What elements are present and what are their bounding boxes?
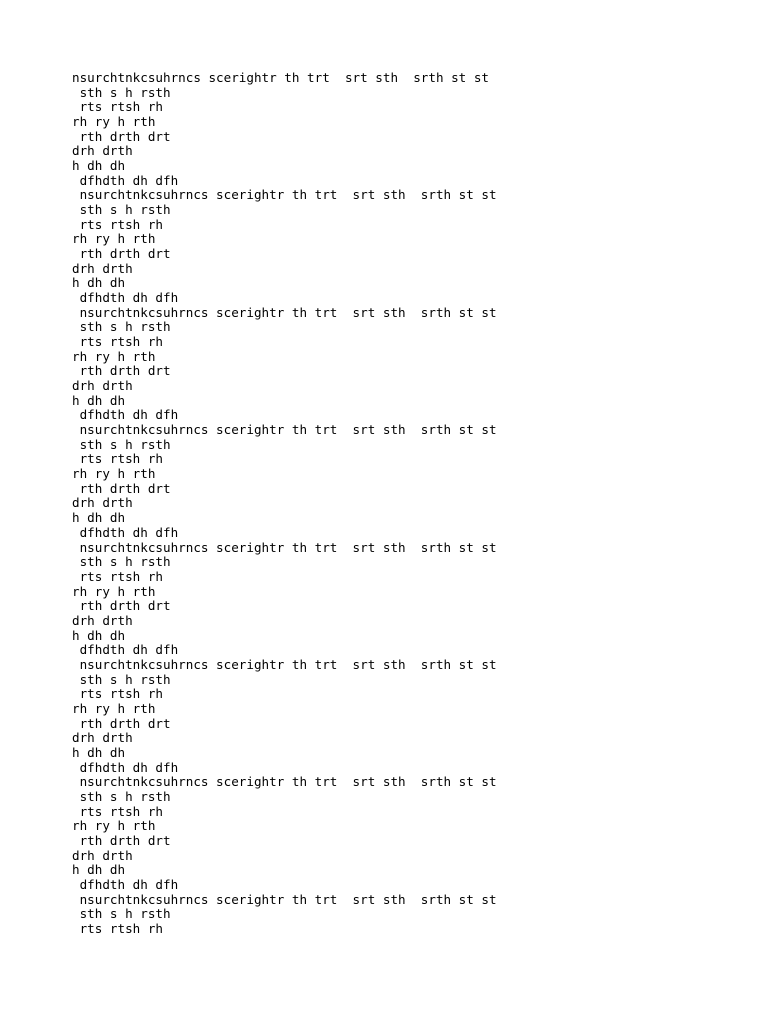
text-line: rth drth drt bbox=[72, 832, 171, 848]
text-line: nsurchtnkcsuhrncs scerightr th trt srt sth srth st st bbox=[72, 539, 497, 555]
text-line: nsurchtnkcsuhrncs scerightr th trt srt sth srth st st bbox=[72, 774, 497, 790]
text-line: h dh dh bbox=[72, 510, 126, 526]
text-line: rts rtsh rh bbox=[72, 803, 163, 819]
text-line: dfhdth dh dfh bbox=[72, 876, 179, 892]
text-line: rh ry h rth bbox=[72, 700, 156, 716]
text-line: h dh dh bbox=[72, 862, 126, 878]
text-line: nsurchtnkcsuhrncs scerightr th trt srt sth srth st st bbox=[72, 187, 497, 203]
text-line: sth s h rsth bbox=[72, 554, 171, 570]
text-line: dfhdth dh dfh bbox=[72, 172, 179, 188]
text-line: dfhdth dh dfh bbox=[72, 642, 179, 658]
text-line: nsurchtnkcsuhrncs scerightr th trt srt sth srth st st bbox=[72, 891, 497, 907]
text-line: drh drth bbox=[72, 847, 133, 863]
text-line: drh drth bbox=[72, 143, 133, 159]
text-line: rth drth drt bbox=[72, 128, 171, 144]
text-line: dfhdth dh dfh bbox=[72, 407, 179, 423]
text-line: sth s h rsth bbox=[72, 202, 171, 218]
text-line: h dh dh bbox=[72, 275, 126, 291]
text-line: sth s h rsth bbox=[72, 84, 171, 100]
text-line: sth s h rsth bbox=[72, 436, 171, 452]
text-line: rts rtsh rh bbox=[72, 686, 163, 702]
text-line: drh drth bbox=[72, 612, 133, 628]
text-line: nsurchtnkcsuhrncs scerightr th trt srt sth srth st st bbox=[72, 304, 497, 320]
text-line: rh ry h rth bbox=[72, 818, 156, 834]
text-line: drh drth bbox=[72, 730, 133, 746]
text-line: rth drth drt bbox=[72, 246, 171, 262]
text-line: rh ry h rth bbox=[72, 231, 156, 247]
text-line: rts rtsh rh bbox=[72, 568, 163, 584]
text-line: drh drth bbox=[72, 260, 133, 276]
text-line: h dh dh bbox=[72, 158, 126, 174]
text-line: rh ry h rth bbox=[72, 348, 156, 364]
text-line: nsurchtnkcsuhrncs scerightr th trt srt sth srth st st bbox=[72, 656, 497, 672]
text-line: rts rtsh rh bbox=[72, 451, 163, 467]
text-line: sth s h rsth bbox=[72, 319, 171, 335]
text-line: dfhdth dh dfh bbox=[72, 290, 179, 306]
text-line: rth drth drt bbox=[72, 715, 171, 731]
text-line: rts rtsh rh bbox=[72, 99, 163, 115]
text-line: dfhdth dh dfh bbox=[72, 759, 179, 775]
text-line: h dh dh bbox=[72, 744, 126, 760]
text-line: sth s h rsth bbox=[72, 906, 171, 922]
text-line: nsurchtnkcsuhrncs scerightr th trt srt sth srth st st bbox=[72, 70, 490, 85]
text-line: rts rtsh rh bbox=[72, 920, 163, 936]
text-line: rth drth drt bbox=[72, 363, 171, 379]
text-line: rth drth drt bbox=[72, 598, 171, 614]
text-line: h dh dh bbox=[72, 392, 126, 408]
text-line: h dh dh bbox=[72, 627, 126, 643]
text-line: sth s h rsth bbox=[72, 671, 171, 687]
text-line: rh ry h rth bbox=[72, 466, 156, 482]
text-line: sth s h rsth bbox=[72, 788, 171, 804]
text-line: nsurchtnkcsuhrncs scerightr th trt srt sth srth st st bbox=[72, 422, 497, 438]
document-page bbox=[72, 71, 752, 937]
text-line: rth drth drt bbox=[72, 480, 171, 496]
text-line: drh drth bbox=[72, 495, 133, 511]
text-line: rts rtsh rh bbox=[72, 216, 163, 232]
text-line: dfhdth dh dfh bbox=[72, 524, 179, 540]
text-line: rh ry h rth bbox=[72, 583, 156, 599]
text-line: rts rtsh rh bbox=[72, 334, 163, 350]
text-line: rh ry h rth bbox=[72, 114, 156, 130]
text-line: drh drth bbox=[72, 378, 133, 394]
